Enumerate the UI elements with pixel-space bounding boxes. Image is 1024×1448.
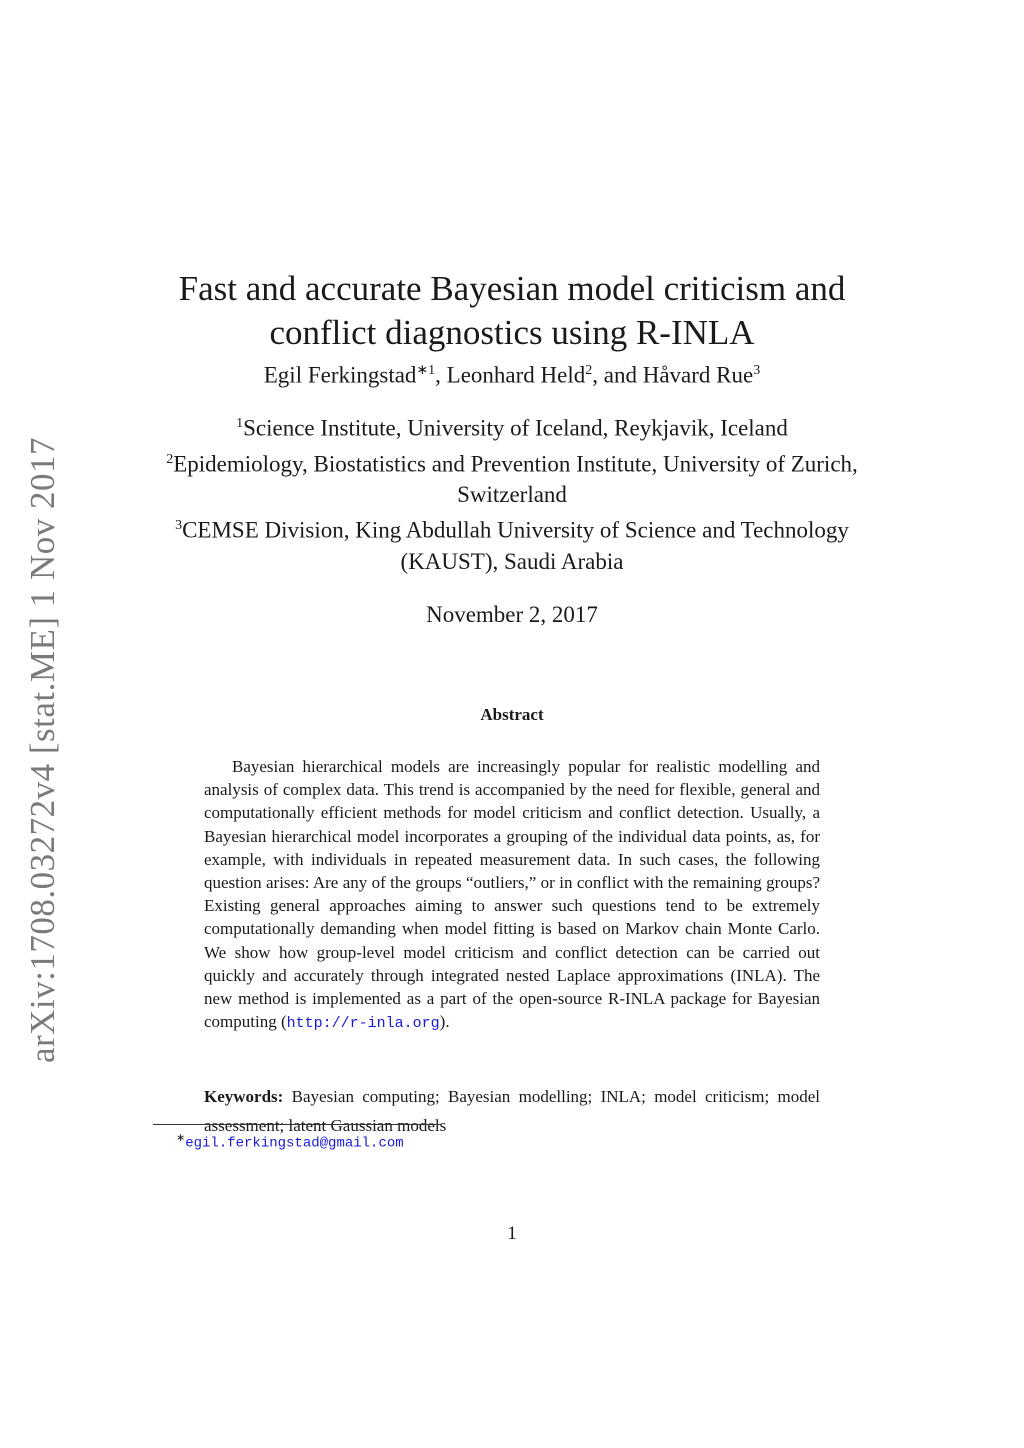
corresponding-author-footnote [176,1128,404,1154]
link-close-paren: ). [439,1012,450,1032]
author-ferkingstad: Egil Ferkingstad [263,362,417,388]
author-ferkingstad-mark: ∗1 [416,363,436,378]
author-rue: Håvard Rue [642,362,754,388]
affiliation-text: CEMSE Division, King Abdullah University of Science and Technology (KAUST), Saudi Arabia [182,517,849,574]
footnote-mark: ∗ [176,1132,186,1144]
arxiv-identifier-stamp: arXiv:1708.03272v4 [stat.ME] 1 Nov 2017 [23,436,62,1064]
footnote-divider [153,1124,441,1125]
page-number: 1 [507,1223,517,1244]
affiliation-list [150,408,874,577]
affiliation-1 [150,408,874,444]
link-open-paren: ( [276,1012,287,1032]
author-separator: , and [592,362,643,388]
author-list [150,356,874,391]
affiliation-mark: 1 [236,416,244,431]
abstract-heading: Abstract [480,705,544,724]
affiliation-mark: 2 [166,451,174,467]
abstract-text: Bayesian hierarchical models are increasingly popular for realistic modelling and analysis of complex data. This trend is accompanied by the need for flexible, general and computationally efficient methods for model criticism and conflict detection. Usually, a Bayesian hierarchical model incorporates a grouping of the individual data points, as, for example, with individuals in repeated measurement data. In such cases, the following question arises: Are any of the groups “outliers,” or in conflict with the remaining groups? Existing general approaches aiming to answer such questions tend to be extremely computationally demanding when model fitting is based on Markov chain Monte Carlo. We show how group-level model criticism and conflict detection can be carried out quickly and accurately through integrated nested Laplace approximations (INLA). The new method is implemented as a part of the open-source R-INLA package for Bayesian computing [204,757,820,1032]
author-held-mark: 2 [585,363,593,378]
keywords-text: Bayesian computing; Bayesian modelling; INLA; model criticism; model assessment; latent Gaussian models [204,1087,820,1135]
affiliation-2 [150,444,874,511]
author-email-link[interactable]: egil.ferkingstad@gmail.com [185,1135,404,1152]
author-rue-mark: 3 [753,363,761,378]
affiliation-text: Science Institute, University of Iceland, Reykjavik, Iceland [243,415,788,441]
affiliation-3 [150,510,874,577]
paper-title [150,267,874,355]
title-line-1: Fast and accurate Bayesian model criticism and [178,269,846,309]
affiliation-mark: 3 [175,518,183,534]
r-inla-link[interactable]: http://r-inla.org [286,1015,440,1033]
publication-date: November 2, 2017 [426,602,598,627]
author-held: Leonhard Held [446,362,586,388]
affiliation-text: Epidemiology, Biostatistics and Prevention Institute, University of Zurich, Switzerland [173,451,858,508]
keywords-label: Keywords: [204,1087,284,1106]
abstract-body [204,755,820,1035]
author-separator: , [435,362,447,388]
title-line-2: conflict diagnostics using R-INLA [269,313,755,353]
